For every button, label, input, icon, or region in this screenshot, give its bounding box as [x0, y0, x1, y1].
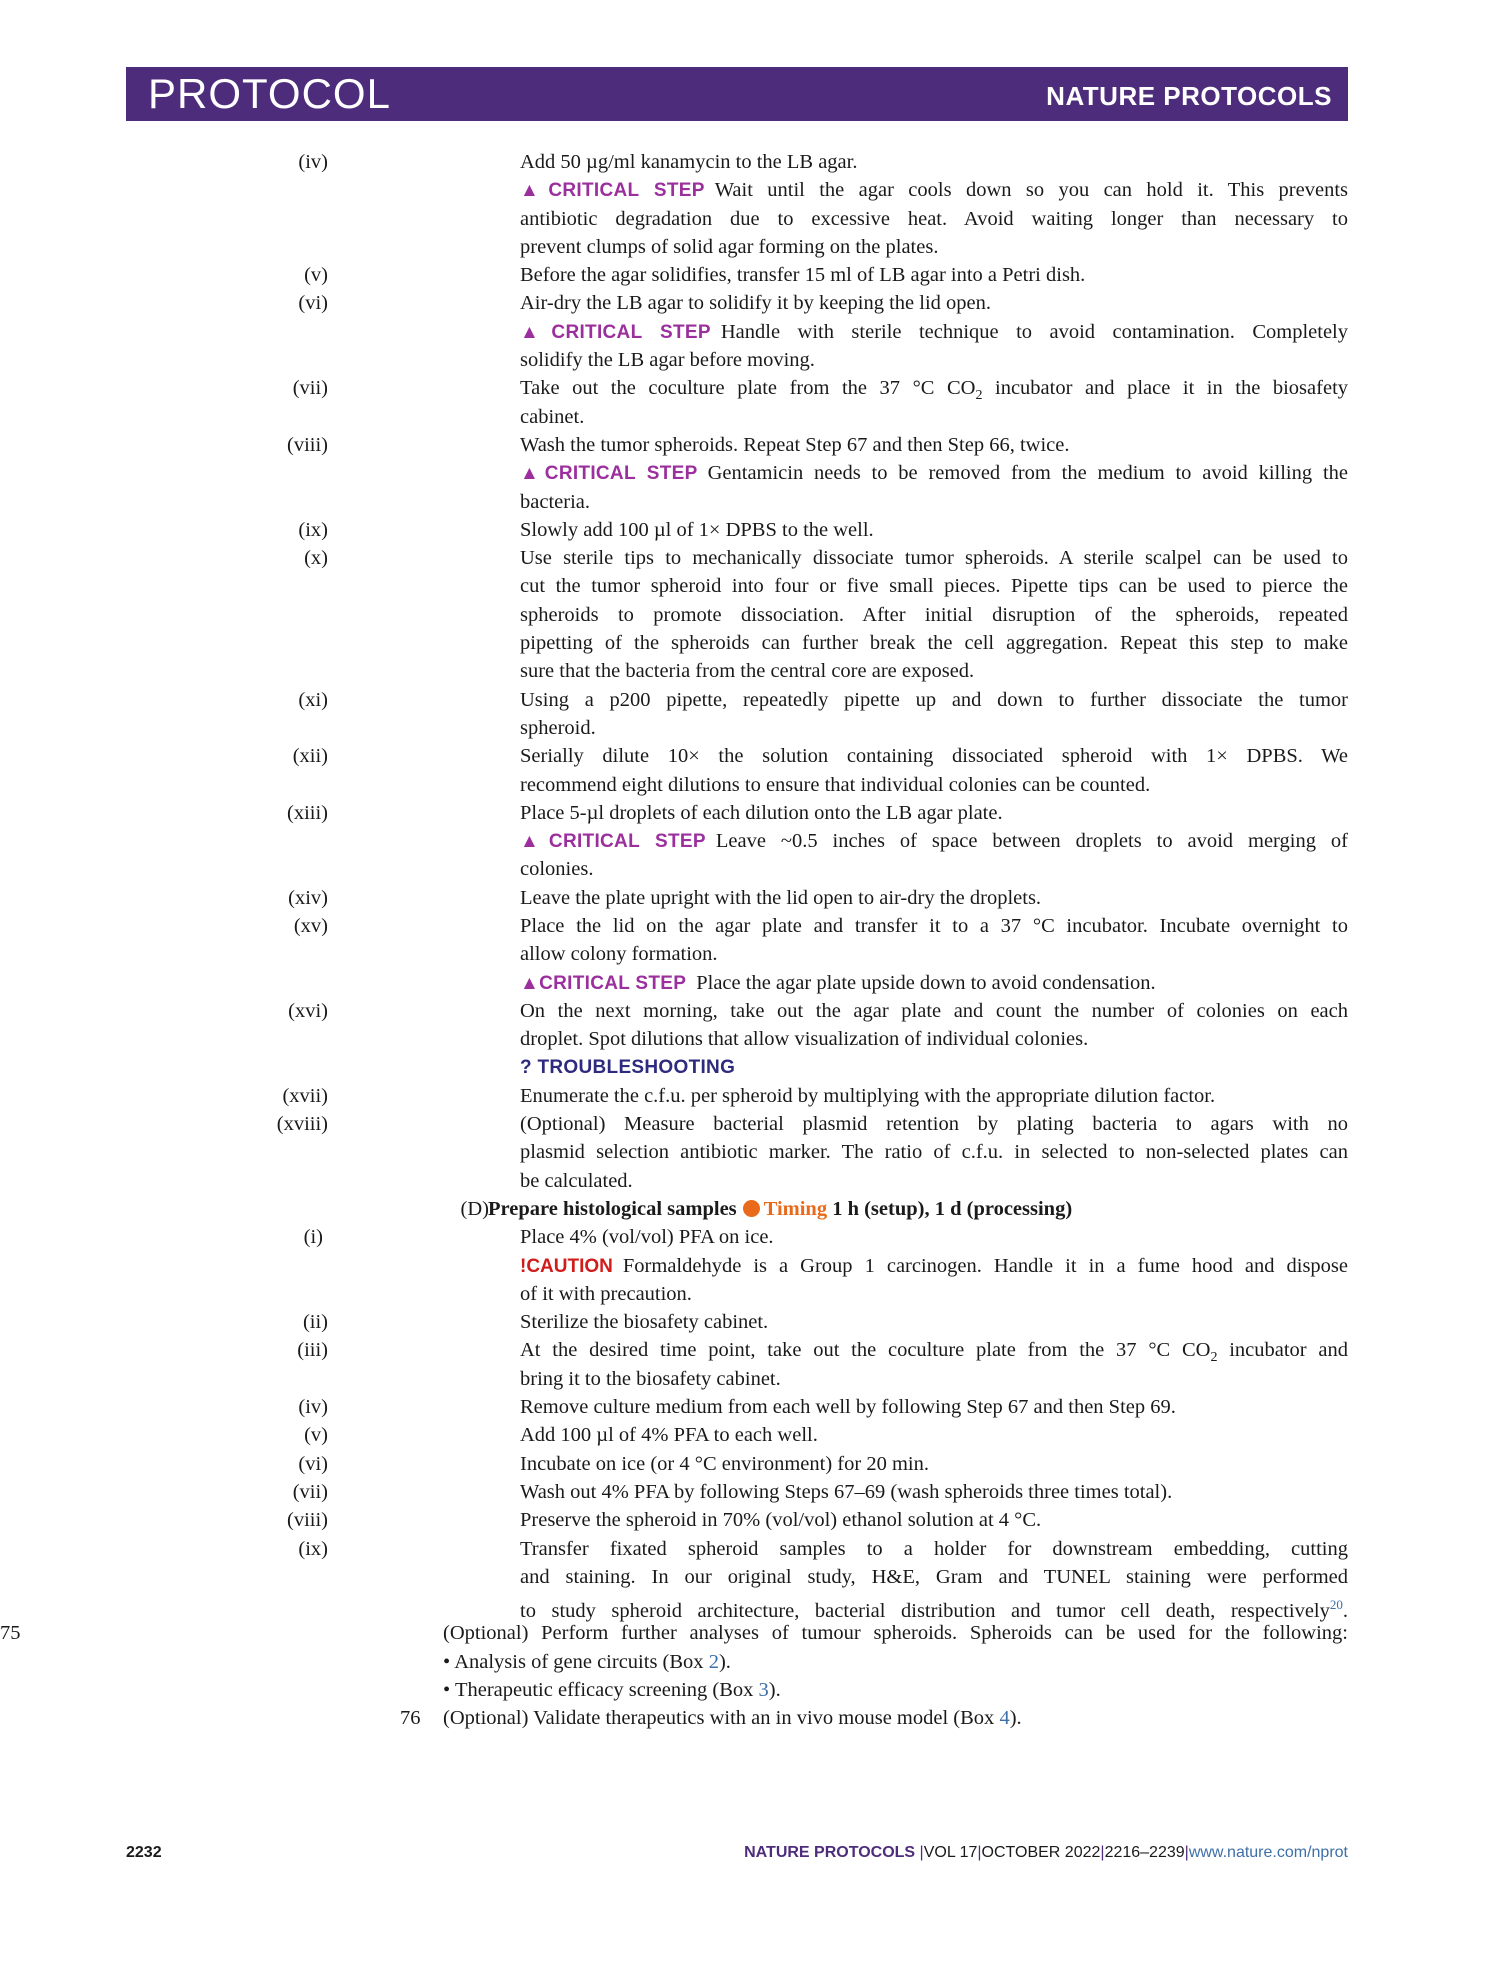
substep-c-vii: (vii) Take out the coculture plate from the 37 °C $CO_2$ incubator and place it in the biosafety [292, 377, 1349, 404]
substep-c-xiii: (xiii) Place 5-µl droplets of each dilution onto the LB agar plate. [287, 801, 1003, 824]
substep-c-x: (x) Use sterile tips to mechanically dissociate tumor spheroids. A sterile scalpel can be used to [304, 547, 1348, 570]
substep-c-xvi: (xvi) On the next morning, take out the agar plate and count the number of colonies on each [288, 999, 1348, 1022]
box-link[interactable]: 2 [708, 1650, 719, 1673]
substep-d-viii: (viii) Preserve the spheroid in 70% (vol/vol) ethanol solution at 4 °C. [287, 1509, 1042, 1532]
substep-c-ix: (ix) Slowly add 100 µl of 1× DPBS to the well. [298, 518, 874, 541]
journal-citation: NATURE PROTOCOLS |VOL 17|OCTOBER 2022|2216–2239|www.nature.com/nprot [744, 1844, 1348, 1861]
page-footer [126, 1844, 1348, 1868]
substep-d-v: (v) Add 100 µl of 4% PFA to each well. [304, 1424, 818, 1447]
substep-d-iv: (iv) Remove culture medium from each well by following Step 67 and then Step 69. [298, 1396, 1176, 1419]
substep-c-xviii: (xviii) (Optional) Measure bacterial plasmid retention by plating bacteria to agars with no [276, 1113, 1348, 1136]
list-item: • Analysis of gene circuits (Box 2). [443, 1650, 731, 1673]
troubleshooting-link[interactable]: ? TROUBLESHOOTING [520, 1056, 736, 1078]
critical-step-c-vi: ▲CRITICAL STEP Handle with sterile technique to avoid contamination. Completely [520, 320, 1348, 343]
box-link[interactable]: 4 [999, 1707, 1010, 1730]
substep-c-v: (v) Before the agar solidifies, transfer 15 ml of LB agar into a Petri dish. [304, 264, 1086, 287]
page-header [126, 67, 1348, 121]
critical-step-label: ▲CRITICAL STEP [520, 180, 705, 202]
substep-c-iv: (iv) Add 50 µg/ml kanamycin to the LB agar. [298, 151, 858, 173]
section-title: Prepare histological samples [488, 1197, 737, 1220]
substep-d-iii: (iii) At the desired time point, take out the coculture plate from the 37 °C $CO_2$ incubator and [297, 1339, 1348, 1366]
substep-d-vi: (vi) Incubate on ice (or 4 °C environment) for 20 min. [298, 1452, 929, 1475]
box-link[interactable]: 3 [758, 1679, 769, 1702]
journal-url-link[interactable]: www.nature.com/nprot [1188, 1844, 1348, 1861]
substep-c-xiv: (xiv) Leave the plate upright with the lid open to air-dry the droplets. [288, 886, 1042, 909]
substep-c-xi: (xi) Using a p200 pipette, repeatedly pipette up and down to further dissociate the tumor [298, 688, 1348, 711]
step-75: 75 (Optional) Perform further analyses of tumour spheroids. Spheroids can be used for the following: [0, 1622, 1348, 1645]
caution-label: !CAUTION [520, 1255, 613, 1277]
substep-c-xii: (xii) Serially dilute 10× the solution containing dissociated spheroid with 1× DPBS. We [292, 745, 1348, 768]
page-number: 2232 [126, 1844, 162, 1861]
critical-step-label: ▲CRITICAL STEP [520, 831, 706, 853]
protocol-body: (iv) Add 50 µg/ml kanamycin to the LB agar. ▲CRITICAL STEP Wait until the agar cools down so you can hold it. This prevents antibiotic degradation due to excessive heat. Avoid waiting longer than necessary to prevent clumps of solid agar forming on the plates. (v) Before the agar solidifies, transfer 15 ml of LB agar into a Petri dish. (vi) Air-dry the LB agar to solidify it by keeping the lid open. ▲CRITICAL STEP Handle with sterile technique to avoid contamination. Completely solidify the LB agar before moving. (vii) Take out the coculture plate from the 37 °C $CO_2$ incubator and place it in the biosafety cabinet. (viii) Wash the tumor spheroids. Repeat Step 67 and then Step 66, twice. ▲CRITICAL STEP Gentamicin needs to be removed from the medium to avoid killing the bacteria. (ix) Slowly add 100 µl of 1× DPBS to the well. (x) Use sterile tips to mechanically dissociate tumor spheroids. A sterile scalpel can be used to cut the tumor spheroid into four or five small pieces. Pipette tips can be used to pierce the spheroids to promote dissociation. After initial disruption of the spheroids, repeated pipetting of the spheroids can further break the cell aggregation. Repeat this step to make sure that the bacteria from the central core are exposed. (xi) Using a p200 pipette, repeatedly pipette up and down to further dissociate the tumor spheroid. (xii) Serially dilute 10× the solution containing dissociated spheroid with 1× DPBS. We recommend eight dilutions to ensure that individual colonies can be counted. (xiii) Place 5-µl droplets of each dilution onto the LB agar plate. ▲CRITICAL STEP Leave ~0.5 inches of space between droplets to avoid merging of colonies. (xiv) Leave the plate upright with the lid open to air-dry the droplets. (xv) Place the lid on the agar plate and transfer it to a 37 °C incubator. Incubate overnight to allow colony formation. ▲CRITICAL STEP Place the agar plate upside down to avoid condensation. (xvi) On the next morning, take out the agar plate and count the number of colonies on each droplet. Spot dilutions that allow visualization of individual colonies. ? TROUBLESHOOTING (xvii) Enumerate the c.f.u. per spheroid by multiplying with the appropriate dilution factor. (xviii) (Optional) Measure bacterial plasmid retention by plating bacteria to agars with no plasmid selection antibiotic marker. The ratio of c.f.u. in selected to non-selected plates can be calculated. (D) Prepare histological samples Timing 1 h (setup), 1 d (processing) (i) Place 4% (vol/vol) PFA on ice. !CAUTION Formaldehyde is a Group 1 carcinogen. Handle it in a fume hood and dispose of it with precaution. (ii) Sterilize the biosafety cabinet. (iii) At the desired time point, take out the coculture plate from the 37 °C $CO_2$ incubator and bring it to the biosafety cabinet. (iv) Remove culture medium from each well by following Step 67 and then Step 69. (v) Add 100 µl of 4% PFA to each well. (vi) Incubate on ice (or 4 °C environment) for 20 min. (vii) Wash out 4% PFA by following Steps 67–69 (wash spheroids three times total). (viii) Preserve the spheroid in 70% (vol/vol) ethanol solution at 4 °C. (ix) Transfer fixated spheroid samples to a holder for downstream embedding, cutting and staining. In our original study, H&E, Gram and TUNEL staining were performed to study spheroid architecture, bacterial distribution and tumor cell death, respectively$^{20}$. 75 (Optional) Perform further analyses of tumour spheroids. Spheroids can be used for the following: • Analysis of gene circuits (Box 2). • Therapeutic efficacy screening (Box 3). 76 (Optional) Validate therapeutics with an in vivo mouse model (Box 4). [0, 148, 1489, 1733]
list-item: • Therapeutic efficacy screening (Box 3). [443, 1679, 781, 1702]
critical-step-label: ▲CRITICAL STEP [520, 972, 687, 994]
critical-step-c-viii: ▲CRITICAL STEP Gentamicin needs to be removed from the medium to avoid killing the [520, 462, 1348, 485]
section-d-heading: (D) Prepare histological samples Timing 1 h (setup), 1 d (processing) [460, 1197, 1073, 1220]
substep-d-ix: (ix) Transfer fixated spheroid samples to a holder for downstream embedding, cutting [298, 1537, 1348, 1560]
critical-step-c-xiii: ▲CRITICAL STEP Leave ~0.5 inches of space between droplets to avoid merging of [520, 830, 1348, 853]
section-label: PROTOCOL [148, 70, 391, 117]
critical-step-c-xv: ▲CRITICAL STEP Place the agar plate upside down to avoid condensation. [520, 971, 1156, 994]
substep-c-viii: (viii) Wash the tumor spheroids. Repeat Step 67 and then Step 66, twice. [287, 433, 1070, 456]
critical-step-label: ▲CRITICAL STEP [520, 463, 698, 485]
journal-name: NATURE PROTOCOLS [1046, 81, 1332, 111]
substep-d-vii: (vii) Wash out 4% PFA by following Steps 67–69 (wash spheroids three times total). [292, 1480, 1173, 1503]
timing-value: 1 h (setup), 1 d (processing) [832, 1197, 1073, 1220]
substep-c-xvii: (xvii) Enumerate the c.f.u. per spheroid by multiplying with the appropriate dilution factor. [282, 1084, 1216, 1107]
caution-d-i: !CAUTION Formaldehyde is a Group 1 carcinogen. Handle it in a fume hood and dispose [520, 1254, 1348, 1277]
critical-step-label: ▲CRITICAL STEP [520, 321, 711, 343]
substep-d-i: (i) Place 4% (vol/vol) PFA on ice. [303, 1226, 774, 1249]
step-76: 76 (Optional) Validate therapeutics with an in vivo mouse model (Box 4). [400, 1707, 1022, 1730]
substep-d-ii: (ii) Sterilize the biosafety cabinet. [302, 1311, 769, 1334]
substep-c-xv: (xv) Place the lid on the agar plate and transfer it to a 37 °C incubator. Incubate overnight to [293, 915, 1348, 938]
substep-c-vi: (vi) Air-dry the LB agar to solidify it by keeping the lid open. [298, 292, 991, 315]
timing-dot-icon [743, 1200, 760, 1217]
critical-step-c-iv: ▲CRITICAL STEP Wait until the agar cools down so you can hold it. This prevents [520, 179, 1348, 202]
reference-link[interactable]: 20 [1329, 1597, 1343, 1613]
